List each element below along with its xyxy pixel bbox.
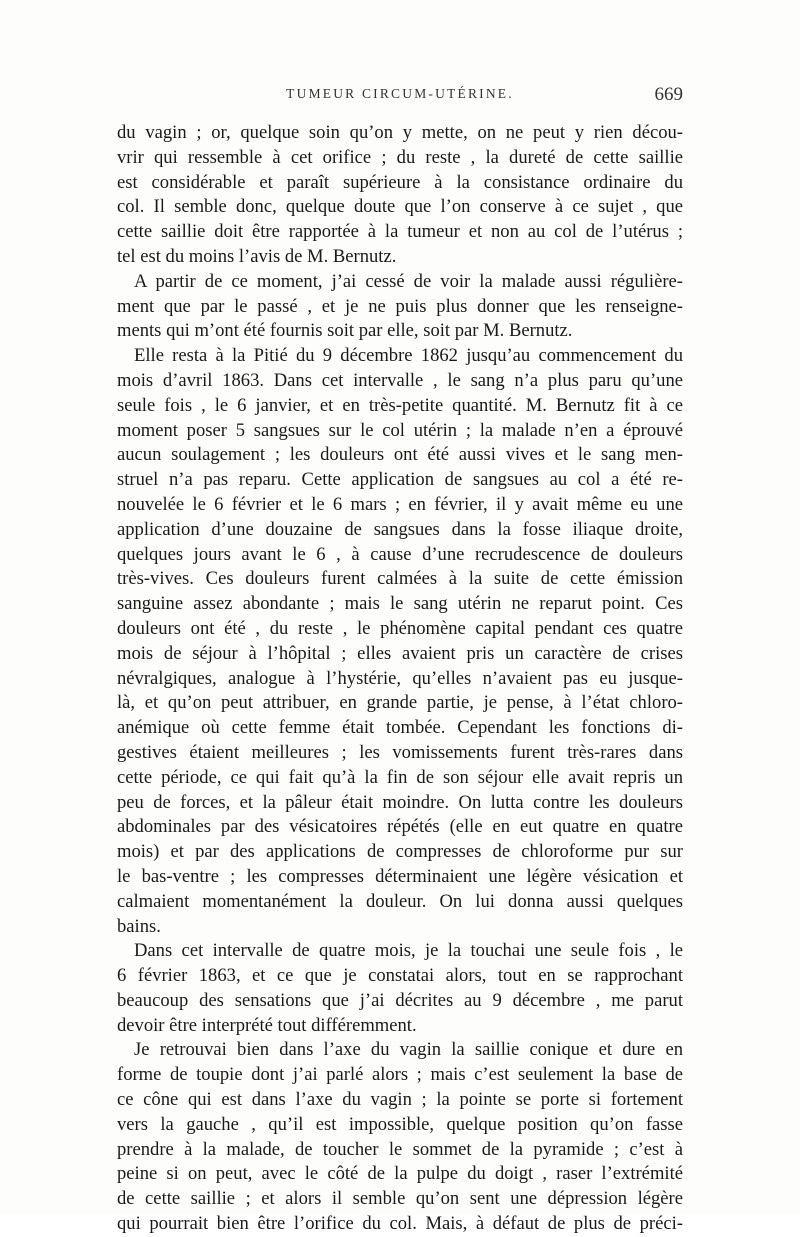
text-line: aucun soulagement ; les douleurs ont été aussi vives et le sang men- [117, 444, 683, 466]
text-line: du vagin ; or, quelque soin qu’on y mette, on ne peut y rien décou- [117, 122, 683, 143]
text-line: nouvelée le 6 février et le 6 mars ; en février, il y avait même eu une [117, 493, 683, 515]
text-line: ments qui m’ont été fournis soit par elle, soit par M. Bernutz. [117, 320, 573, 342]
text-line: abdominales par des vésicatoires répétés (elle en eut quatre en quatre [117, 816, 683, 838]
text-line: 6 février 1863, et ce que je constatai alors, tout en se rapprochant [117, 965, 683, 987]
text-line: moment poser 5 sangsues sur le col utérin ; la malade n’en a éprouvé [117, 419, 683, 441]
text-line: bains. [117, 915, 161, 937]
text-line: prendre à la malade, de toucher le sommet de la pyramide ; c’est à [117, 1138, 683, 1160]
text-line: peine si on peut, avec le côté de la pulpe du doigt , raser l’extrémité [117, 1163, 683, 1185]
text-line: Je retrouvai bien dans l’axe du vagin la saillie conique et dure en [134, 1039, 683, 1061]
text-line: cette saillie doit être rapportée à la tumeur et non au col de l’utérus ; [117, 221, 683, 243]
text-line: mois d’avril 1863. Dans cet intervalle , le sang n’a plus paru qu’une [117, 369, 683, 391]
text-line: qui pourrait bien être l’orifice du col. Mais, à défaut de plus de préci- [117, 1213, 683, 1235]
text-line: sanguine assez abondante ; mais le sang utérin ne reparut point. Ces [117, 593, 683, 615]
text-line: très-vives. Ces douleurs furent calmées à la suite de cette émission [117, 568, 683, 590]
text-line: quelques jours avant le 6 , à cause d’une recrudescence de douleurs [117, 543, 683, 565]
page-number: 669 [654, 84, 683, 105]
text-line: application d’une douzaine de sangsues dans la fosse iliaque droite, [117, 518, 683, 540]
text-line: peu de forces, et la pâleur était moindre. On lutta contre les douleurs [117, 791, 683, 813]
text-line: beaucoup des sensations que j’ai décrites au 9 décembre , me parut [117, 989, 683, 1011]
text-line: Dans cet intervalle de quatre mois, je la touchai une seule fois , le [134, 940, 683, 962]
text-line: douleurs ont été , du reste , le phénomène capital pendant ces quatre [117, 617, 683, 639]
text-line: ce cône qui est dans l’axe du vagin ; la pointe se porte si fortement [117, 1089, 683, 1111]
text-line: calmaient momentanément la douleur. On lui donna aussi quelques [117, 890, 683, 912]
text-line: névralgiques, analogue à l’hystérie, qu’elles n’avaient pas eu jusque- [117, 667, 683, 689]
text-line: cette période, ce qui fait qu’à la fin de son séjour elle avait repris un [117, 766, 683, 788]
text-line: ment que par le passé , et je ne puis plus donner que les renseigne- [117, 295, 683, 317]
text-line: A partir de ce moment, j’ai cessé de voir la malade aussi régulière- [134, 270, 683, 292]
text-line: anémique où cette femme était tombée. Cependant les fonctions di- [117, 717, 683, 739]
text-line: Elle resta à la Pitié du 9 décembre 1862 jusqu’au commencement du [134, 345, 683, 367]
text-line: là, et qu’on peut attribuer, en grande partie, je pense, à l’état chloro- [117, 692, 683, 714]
text-line: seule fois , le 6 janvier, et en très-petite quantité. M. Bernutz fit à ce [117, 394, 683, 416]
running-head [117, 86, 683, 110]
text-line: vrir qui ressemble à cet orifice ; du reste , la dureté de cette saillie [117, 146, 683, 168]
body-text [117, 121, 683, 1237]
text-line: col. Il semble donc, quelque doute que l’on conserve à ce sujet , que [117, 196, 683, 218]
text-line: gestives étaient meilleures ; les vomissements furent très-rares dans [117, 741, 683, 763]
text-line: est considérable et paraît supérieure à la consistance ordinaire du [117, 171, 683, 193]
text-line: tel est du moins l’avis de M. Bernutz. [117, 245, 397, 267]
text-line: forme de toupie dont j’ai parlé alors ; mais c’est seulement la base de [117, 1064, 683, 1086]
text-line: de cette saillie ; et alors il semble qu’on sent une dépression légère [117, 1188, 683, 1210]
text-line: mois) et par des applications de compresses de chloroforme pur sur [117, 841, 683, 863]
text-line: vers la gauche , qu’il est impossible, quelque position qu’on fasse [117, 1113, 683, 1135]
running-title: TUMEUR CIRCUM-UTÉRINE. [286, 86, 514, 101]
text-line: devoir être interprété tout différemment. [117, 1014, 417, 1036]
text-line: le bas-ventre ; les compresses déterminaient une légère vésication et [117, 865, 683, 887]
text-line: struel n’a pas reparu. Cette application de sangsues au col a été re- [117, 469, 683, 491]
text-line: mois de séjour à l’hôpital ; elles avaient pris un caractère de crises [117, 642, 683, 664]
